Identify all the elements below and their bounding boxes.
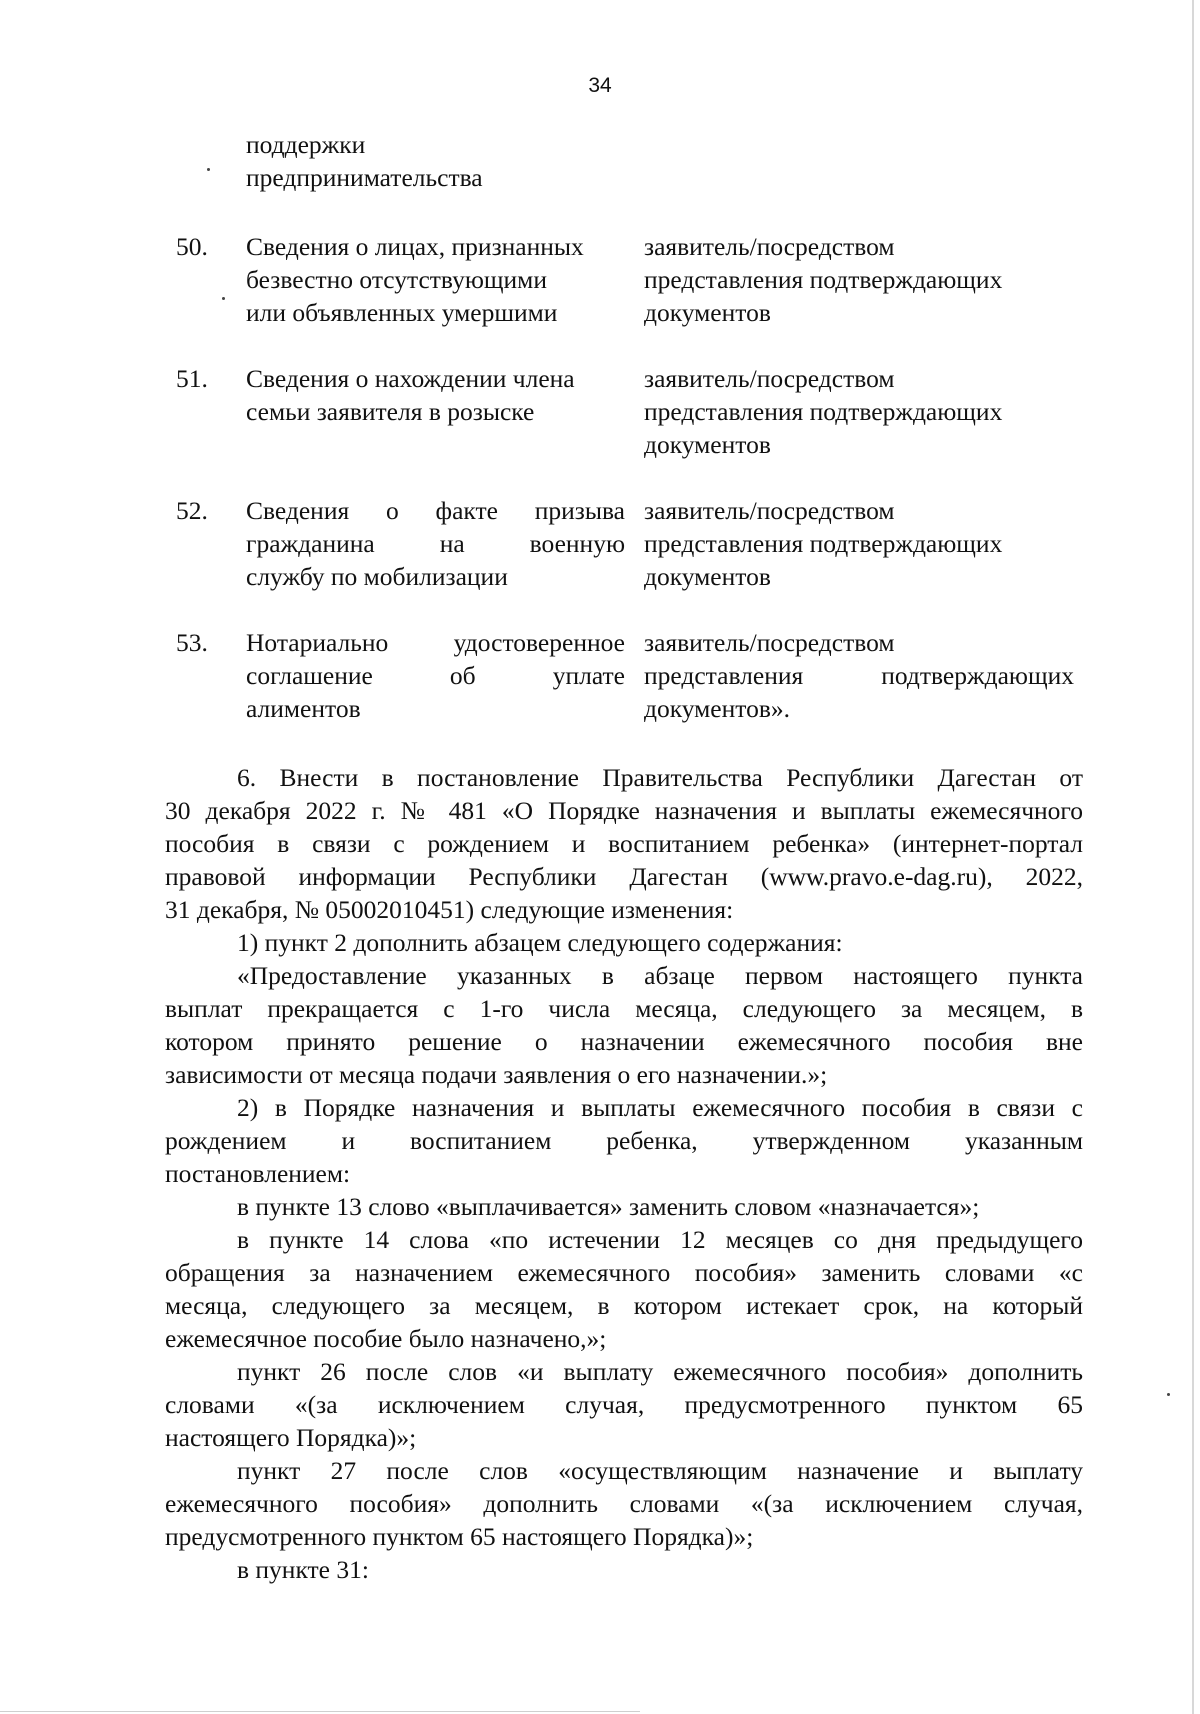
row-source (644, 230, 1074, 329)
text-line: в пункте 13 слово «выплачивается» заменить словом «назначается»; (237, 1192, 980, 1221)
row-source-line: заявитель/посредством (644, 232, 895, 261)
paragraph-point-14 (165, 1223, 1083, 1355)
amendment-text (165, 761, 1083, 1586)
row-info-line: Нотариально удостоверенное (246, 628, 625, 657)
row-info-name (246, 230, 625, 329)
row-source-line: представления подтверждающих (644, 661, 1074, 690)
row-source-line: документов (644, 430, 771, 459)
text-line: 2) в Порядке назначения и выплаты ежемесячного пособия в связи с (237, 1093, 1083, 1122)
row-info-line: Сведения о нахождении члена (246, 364, 575, 393)
paragraph-point-31 (165, 1553, 1083, 1586)
text-line: обращения за назначением ежемесячного пособия» заменить словами «с (165, 1258, 1083, 1287)
scan-speck (222, 297, 225, 300)
text-line: зависимости от месяца подачи заявления о его назначении.»; (165, 1060, 828, 1089)
row-source-line: представления подтверждающих (644, 529, 1003, 558)
continuation-line: поддержки (246, 130, 366, 159)
scan-edge-right (1192, 0, 1194, 1714)
row-source-line: документов (644, 298, 771, 327)
row-source (644, 626, 1074, 725)
row-info-line: Сведения о факте призыва (246, 496, 625, 525)
row-number: 52. (176, 496, 208, 525)
text-line: выплат прекращается с 1-го числа месяца, следующего за месяцем, в (165, 994, 1083, 1023)
text-line: пособия в связи с рождением и воспитанием ребенка» (интернет-портал (165, 829, 1083, 858)
continuation-line: предпринимательства (246, 163, 483, 192)
row-info-line: службу по мобилизации (246, 562, 508, 591)
row-source (644, 494, 1074, 593)
row-info-line: соглашение об уплате (246, 661, 625, 690)
row-source (644, 362, 1074, 461)
text-line: ежемесячное пособие было назначено,»; (165, 1324, 607, 1353)
text-line: «Предоставление указанных в абзаце первом настоящего пункта (237, 961, 1083, 990)
text-line: настоящего Порядка)»; (165, 1423, 417, 1452)
scan-edge-bottom (0, 1711, 640, 1712)
scan-speck (1167, 1393, 1170, 1396)
text-line: 1) пункт 2 дополнить абзацем следующего содержания: (237, 928, 843, 957)
row-number: 50. (176, 232, 208, 261)
row-source-line: заявитель/посредством (644, 364, 895, 393)
text-line: постановлением: (165, 1159, 351, 1188)
text-line: 30 декабря 2022 г. № 481 «О Порядке назначения и выплаты ежемесячного (165, 796, 1083, 825)
text-line: в пункте 14 слова «по истечении 12 месяцев со дня предыдущего (237, 1225, 1083, 1254)
text-line: в пункте 31: (237, 1555, 369, 1584)
page-number: 34 (588, 74, 612, 97)
row-info-line: безвестно отсутствующими (246, 265, 547, 294)
row-info-name (246, 626, 625, 725)
row-number: 51. (176, 364, 208, 393)
text-line: 6. Внести в постановление Правительства Республики Дагестан от (237, 763, 1083, 792)
row-source-line: документов». (644, 694, 790, 723)
text-line: пункт 27 после слов «осуществляющим назначение и выплату (237, 1456, 1083, 1485)
row-source-line: документов (644, 562, 771, 591)
row-info-line: или объявленных умершими (246, 298, 558, 327)
text-line: пункт 26 после слов «и выплату ежемесячного пособия» дополнить (237, 1357, 1083, 1386)
row-source-line: заявитель/посредством (644, 628, 895, 657)
row-info-line: алиментов (246, 694, 361, 723)
row-info-name (246, 362, 625, 428)
paragraph-6 (165, 761, 1083, 926)
row-source-line: заявитель/посредством (644, 496, 895, 525)
row-info-line: Сведения о лицах, признанных (246, 232, 584, 261)
scan-speck (207, 168, 210, 171)
text-line: котором принято решение о назначении ежемесячного пособия вне (165, 1027, 1083, 1056)
row-source-line: представления подтверждающих (644, 397, 1003, 426)
row-number: 53. (176, 628, 208, 657)
row-info-name (246, 494, 625, 593)
paragraph-item-1 (165, 926, 1083, 959)
text-line: правовой информации Республики Дагестан (www.pravo.e-dag.ru), 2022, (165, 862, 1083, 891)
paragraph-point-26 (165, 1355, 1083, 1454)
text-line: словами «(за исключением случая, предусмотренного пунктом 65 (165, 1390, 1083, 1419)
paragraph-point-13 (165, 1190, 1083, 1223)
paragraph-item-2 (165, 1091, 1083, 1190)
text-line: ежемесячного пособия» дополнить словами «(за исключением случая, (165, 1489, 1083, 1518)
row-info-line: гражданина на военную (246, 529, 625, 558)
text-line: рождением и воспитанием ребенка, утвержденном указанным (165, 1126, 1083, 1155)
row-source-line: представления подтверждающих (644, 265, 1003, 294)
row-info-line: семьи заявителя в розыске (246, 397, 535, 426)
text-line: месяца, следующего за месяцем, в котором истекает срок, на который (165, 1291, 1083, 1320)
table-continuation-text (246, 128, 646, 194)
text-line: 31 декабря, № 05002010451) следующие изменения: (165, 895, 734, 924)
paragraph-point-27 (165, 1454, 1083, 1553)
text-line: предусмотренного пунктом 65 настоящего Порядка)»; (165, 1522, 754, 1551)
paragraph-quote (165, 959, 1083, 1091)
